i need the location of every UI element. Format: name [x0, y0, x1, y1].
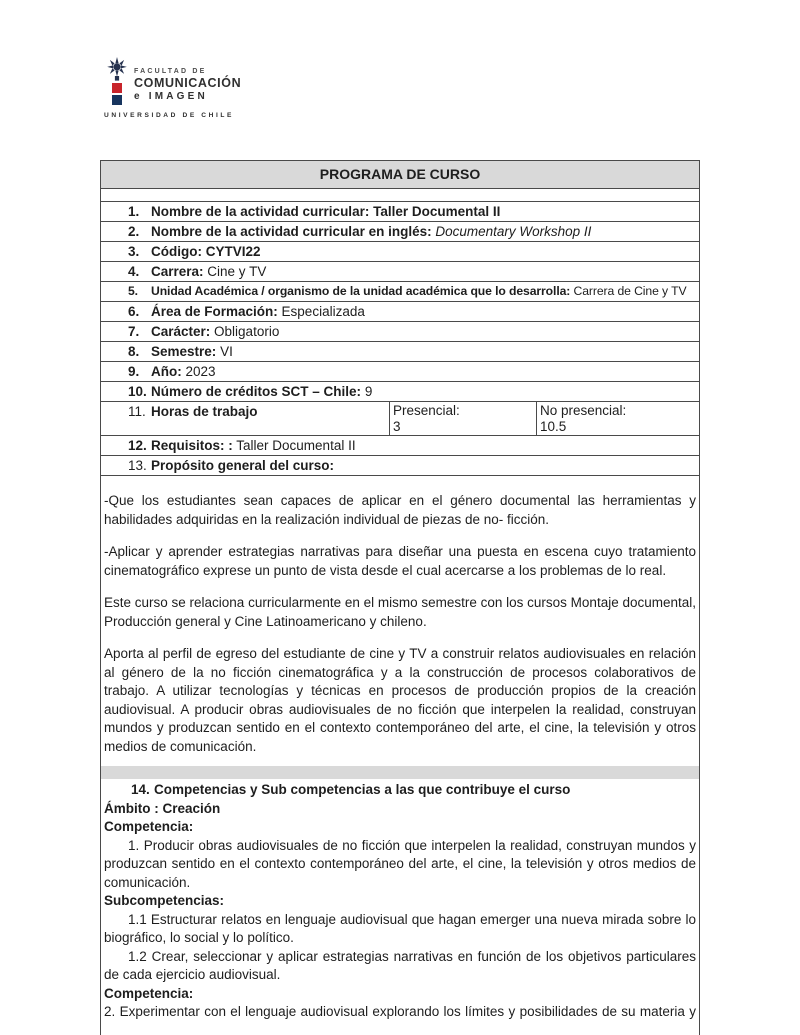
row-number: 10.	[128, 384, 147, 399]
presencial-label: Presencial:	[393, 403, 460, 418]
row-nombre	[101, 202, 699, 222]
row-value: Cine y TV	[207, 264, 267, 279]
row-number: 3.	[128, 244, 140, 259]
hours-label-cell	[101, 402, 390, 435]
row-codigo	[101, 242, 699, 262]
logo-faculty-line1: FACULTAD DE	[134, 68, 207, 75]
subcompetencia-1-1-text: 1.1 Estructurar relatos en lenguaje audiovisual que hagan emerger una nueva mirada sobre lo biográfico, lo social y lo político.	[104, 911, 696, 945]
presencial-value: 3	[393, 419, 401, 434]
proposito-paragraph: Aporta al perfil de egreso del estudiante de cine y TV a construir relatos audiovisuales en relación al género de la no ficción cinematográfica y a la construcción de procesos colaborativos de trabajo. A utilizar tecnologías y técnicas en procesos de producción propios de la creación audiovisual. A producir obras audiovisuales de no ficción que interpelen la realidad, construyan mundos y produzcan sentido en el contexto contemporáneo del arte, el cine, la televisión y otros medios de comunicación.	[104, 646, 696, 754]
logo-emblem-column	[104, 57, 130, 105]
row-number: 5.	[128, 284, 138, 298]
row-value: 2023	[185, 364, 216, 379]
row-value: VI	[220, 344, 233, 359]
competencia-1-text: 1. Producir obras audiovisuales de no ficción que interpelen la realidad, construyan mundos y produzcan sentido en el contexto contemporáneo del arte, el cine, la televisión y otros medios de comunicación.	[104, 837, 696, 890]
row-caracter	[101, 322, 699, 342]
proposito-paragraph: -Que los estudiantes sean capaces de aplicar en el género documental las herramientas y habilidades adquiridas en la realización individual de piezas de no- ficción.	[104, 493, 696, 527]
row-number: 2.	[128, 224, 140, 239]
ambito-label: Ámbito : Creación	[104, 800, 221, 816]
subcompetencias-label: Subcompetencias:	[104, 893, 225, 908]
row-semestre	[101, 342, 699, 362]
row-value: Taller Documental II	[373, 204, 501, 219]
row-label: Requisitos: :	[151, 438, 233, 453]
row-label: Número de créditos SCT – Chile:	[151, 384, 362, 399]
no-presencial-cell	[537, 402, 699, 435]
row-label: Propósito general del curso:	[151, 458, 335, 473]
row-ano	[101, 362, 699, 382]
row-number: 13.	[128, 458, 147, 473]
row-label: Horas de trabajo	[151, 404, 258, 419]
table-title: PROGRAMA DE CURSO	[101, 161, 699, 189]
row-creditos	[101, 382, 699, 402]
row-value: Documentary Workshop II	[435, 224, 592, 239]
competencias-title: Competencias y Sub competencias a las que contribuye el curso	[154, 782, 571, 797]
university-emblem-icon	[106, 57, 128, 81]
proposito-text-block	[101, 476, 699, 760]
no-presencial-value: 10.5	[540, 419, 567, 434]
row-horas-trabajo	[101, 402, 699, 436]
presencial-cell	[390, 402, 537, 435]
competencia-2-text: 2. Experimentar con el lenguaje audiovisual explorando los límites y posibilidades de su materia y	[104, 1004, 696, 1019]
proposito-paragraph: -Aplicar y aprender estrategias narrativas para diseñar una puesta en escena cuyo tratamiento cinematográfico exprese un punto de vista desde el cual acercarse a los problemas de lo real.	[104, 544, 696, 578]
row-area-formacion	[101, 302, 699, 322]
row-value: Obligatorio	[214, 324, 280, 339]
proposito-paragraph: Este curso se relaciona curricularmente en el mismo semestre con los cursos Montaje documental, Producción general y Cine Latinoamericano y chileno.	[104, 595, 697, 629]
row-label: Año:	[151, 364, 182, 379]
row-requisitos	[101, 436, 699, 456]
logo-faculty-line2: COMUNICACIÓN	[134, 76, 242, 90]
row-value: Especializada	[281, 304, 365, 319]
row-number: 8.	[128, 344, 140, 359]
table-spacer	[101, 189, 699, 202]
row-label: Unidad Académica / organismo de la unidad académica que lo desarrolla:	[151, 284, 571, 298]
logo-squares	[112, 83, 122, 105]
row-number: 7.	[128, 324, 140, 339]
row-label: Carrera:	[151, 264, 204, 279]
row-number: 4.	[128, 264, 140, 279]
logo-top	[104, 57, 264, 105]
row-value: 9	[364, 384, 373, 399]
subcompetencia-1-2-text: 1.2 Crear, seleccionar y aplicar estrategias narrativas en función de los objetivos particulares de cada ejercicio audiovisual.	[104, 948, 696, 982]
logo-blue-square-icon	[112, 95, 122, 105]
row-label: Código:	[151, 244, 202, 259]
section-divider-bar	[101, 766, 699, 779]
university-logo	[104, 57, 264, 119]
competencias-section	[101, 779, 699, 1022]
logo-university-name: UNIVERSIDAD DE CHILE	[104, 112, 235, 119]
row-number: 9.	[128, 364, 140, 379]
row-label: Nombre de la actividad curricular en inglés:	[151, 224, 432, 239]
logo-text	[134, 57, 241, 102]
row-number: 6.	[128, 304, 140, 319]
competencia-label-2: Competencia:	[104, 985, 194, 1001]
row-unidad-academica	[101, 282, 699, 302]
row-proposito	[101, 456, 699, 476]
row-number: 1.	[128, 204, 140, 219]
competencia-label-1: Competencia:	[104, 819, 194, 834]
row-value: Carrera de Cine y TV	[573, 284, 687, 298]
row-label: Nombre de la actividad curricular:	[151, 204, 370, 219]
row-number: 11.	[128, 404, 146, 419]
row-number: 14.	[131, 782, 150, 797]
course-program-table	[100, 160, 700, 1035]
row-number: 12.	[128, 438, 147, 453]
competencias-heading	[104, 781, 696, 800]
row-label: Semestre:	[151, 344, 217, 359]
logo-faculty-line3: e IMAGEN	[134, 91, 208, 102]
row-label: Carácter:	[151, 324, 211, 339]
row-value: Taller Documental II	[236, 438, 356, 453]
row-nombre-ingles	[101, 222, 699, 242]
row-carrera	[101, 262, 699, 282]
row-label: Área de Formación:	[151, 304, 278, 319]
row-value: CYTVI22	[205, 244, 261, 259]
logo-red-square-icon	[112, 83, 122, 93]
no-presencial-label: No presencial:	[540, 403, 627, 418]
